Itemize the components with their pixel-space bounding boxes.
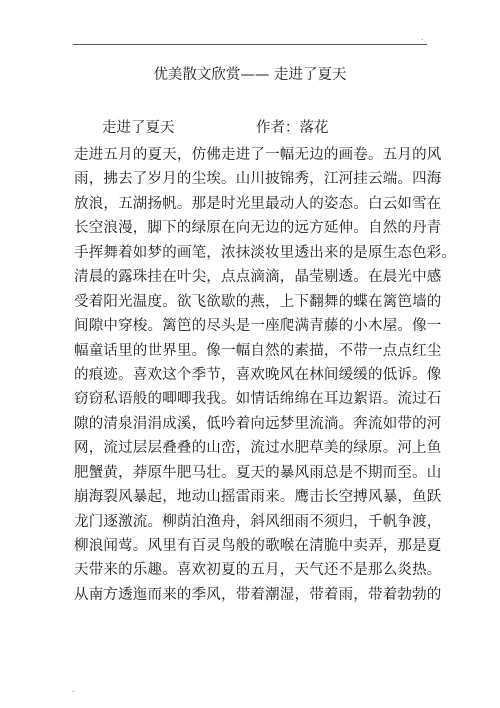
body-line: 间隙中穿梭。篱笆的尽头是一座爬满青藤的小木屋。像一 (74, 318, 442, 335)
body-line: 幅童话里的世界里。像一幅自然的素描，不带一点点红尘 (74, 342, 442, 359)
body-line: 受着阳光温度。欲飞欲歇的燕，上下翻舞的蝶在篱笆墙的 (74, 293, 442, 310)
body-line: 走进五月的夏天，仿佛走进了一幅无边的画卷。五月的风 (74, 147, 442, 163)
author-line: 作者：落花 (256, 120, 329, 136)
body-line: 手挥舞着如梦的画笔，浓抹淡妆里透出来的是原生态色彩。 (74, 244, 457, 261)
page-title: 优美散文欣赏—— 走进了夏天 (153, 67, 347, 83)
body-line: 网，流过层层叠叠的山峦，流过水肥草美的绿原。河上鱼 (74, 440, 442, 457)
body-line: 隙的清泉涓涓成溪，低吟着向远梦里流淌。奔流如带的河 (74, 415, 442, 432)
body-line: 崩海裂风暴起，地动山摇雷雨来。鹰击长空搏风暴，鱼跃 (74, 489, 442, 506)
header-mark: . (421, 33, 424, 42)
body-line: 雨，拂去了岁月的尘埃。山川披锦秀，江河挂云端。四海 (74, 171, 442, 188)
body-line: 龙门逐激流。柳荫泊渔舟，斜风细雨不须归，千帆争渡， (74, 513, 442, 530)
essay-body (74, 143, 457, 607)
essay-title: 走进了夏天 (102, 120, 175, 136)
footer-mark: . (72, 685, 75, 694)
body-line: 柳浪闻莺。风里有百灵鸟般的歌喉在清脆中卖弄，那是夏 (74, 538, 442, 554)
body-line: 窃窃私语般的唧唧我我。如情话绵绵在耳边絮语。流过石 (74, 391, 442, 408)
body-line: 天带来的乐趣。喜欢初夏的五月，天气还不是那么炎热。 (74, 562, 442, 579)
body-line: 长空浪漫，脚下的绿原在向无边的远方延伸。自然的丹青 (74, 220, 442, 237)
body-line: 从南方透迤而来的季风，带着潮湿，带着雨，带着勃勃的 (74, 586, 442, 603)
body-line: 肥蟹黄，莽原牛肥马壮。夏天的暴风雨总是不期而至。山 (74, 464, 442, 481)
body-line: 清晨的露珠挂在叶尖，点点滴滴，晶莹剔透。在晨光中感 (74, 269, 442, 286)
body-line: 放浪，五湖扬帆。那是时光里最动人的姿态。白云如雪在 (74, 195, 442, 212)
body-line: 的痕迹。喜欢这个季节，喜欢晚风在林间缓缓的低诉。像 (74, 366, 442, 383)
header-rule (73, 44, 427, 45)
